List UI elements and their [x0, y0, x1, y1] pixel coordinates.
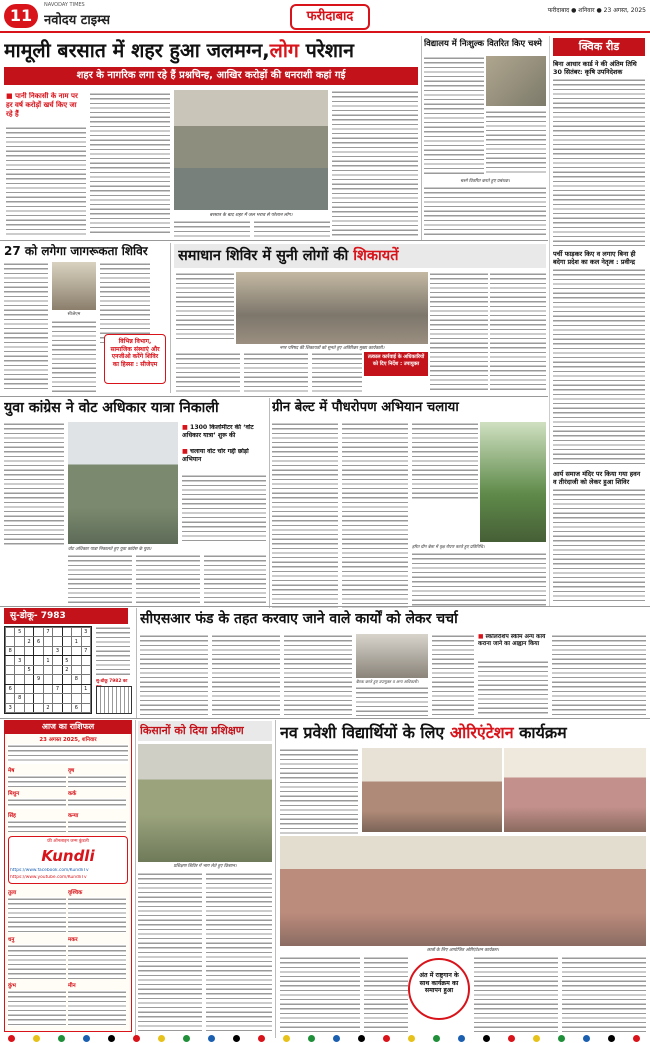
registration-dot	[283, 1035, 290, 1042]
rashifal-signs-bottom	[8, 888, 128, 1028]
rashi-8	[8, 935, 66, 980]
registration-dot	[533, 1035, 540, 1042]
csr-body-col1	[140, 634, 208, 716]
date-line: फरीदाबाद ● शनिवार ● 23 अगस्त, 2025	[547, 7, 646, 14]
sudoku-answer-label: सु-डोकू 7982 का	[96, 679, 128, 684]
camp-photo-caption: सीजेएम	[67, 312, 81, 317]
sudoku-cell: 3	[6, 703, 15, 713]
sudoku-cell	[72, 656, 81, 665]
congress-headline: युवा कांग्रेस ने वोट अधिकार यात्रा निकाली	[4, 400, 219, 416]
rashi-6	[8, 888, 66, 933]
sudoku-cell	[24, 703, 33, 713]
rashi-name: कर्क	[68, 790, 77, 797]
sudoku-cell	[72, 665, 81, 674]
sudoku-cell: 8	[15, 694, 24, 703]
sudoku-cell	[81, 665, 91, 674]
sudoku-cell	[24, 675, 33, 684]
farmers-headline: किसानों को दिया प्रशिक्षण	[140, 724, 244, 737]
orientation-body-col4	[474, 956, 558, 1032]
csr-body-col3	[284, 634, 352, 716]
registration-dot	[258, 1035, 265, 1042]
sudoku-cell	[34, 656, 43, 665]
orientation-body-col3	[364, 956, 408, 1032]
sudoku-cell	[34, 703, 43, 713]
rashifal-signs-top	[8, 766, 128, 834]
sudoku-cell: 8	[6, 646, 15, 655]
sudoku-cell	[53, 703, 62, 713]
samadhan-headline: समाधान शिविर में सुनी लोगों की शिकायतें	[178, 248, 399, 264]
sudoku-cell: 8	[72, 675, 81, 684]
sudoku-cell	[62, 694, 71, 703]
rashi-text	[8, 897, 66, 933]
sudoku-cell: 9	[34, 675, 43, 684]
registration-dot	[383, 1035, 390, 1042]
rashi-text	[8, 798, 66, 810]
farmers-photo	[138, 744, 272, 862]
green-headline: ग्रीन बेल्ट में पौधरोपण अभियान चलाया	[272, 400, 459, 415]
lead-body-col3	[174, 220, 250, 238]
csr-extra-body	[552, 634, 646, 716]
rashifal-date: 23 अगस्त 2025, शनिवार	[39, 737, 97, 743]
sudoku-cell	[72, 694, 81, 703]
registration-dot	[558, 1035, 565, 1042]
csr-body-col2	[212, 634, 280, 716]
registration-dot	[608, 1035, 615, 1042]
rashi-name: मीन	[68, 983, 76, 990]
kundli-brand: Kundli	[41, 847, 95, 865]
brand-name: नवोदय टाइम्स	[44, 13, 111, 28]
rashifal-title: आज का राशिफल	[4, 720, 132, 734]
samadhan-body-col4	[176, 352, 240, 392]
sudoku-cell: 1	[81, 684, 91, 693]
orientation-photo-3	[280, 836, 646, 946]
rashi-text	[68, 798, 126, 810]
header-rule	[0, 31, 650, 33]
csr-body-col5	[432, 634, 474, 716]
rashi-9	[68, 935, 126, 980]
sudoku-cell	[24, 684, 33, 693]
sudoku-cell: 6	[6, 684, 15, 693]
sudoku-cell	[6, 675, 15, 684]
registration-dot	[483, 1035, 490, 1042]
registration-dot	[408, 1035, 415, 1042]
sudoku-answer-grid	[96, 686, 132, 714]
congress-body-col4	[136, 554, 200, 604]
csr-photo-caption: बैठक करते हुए उपायुक्त व अन्य अधिकारी।	[356, 679, 419, 684]
rashi-text	[68, 944, 126, 980]
rashi-1	[68, 766, 126, 787]
sudoku-cell	[62, 646, 71, 655]
lead-body-col2	[90, 92, 170, 236]
sudoku-cell	[43, 694, 52, 703]
sudoku-cell	[24, 656, 33, 665]
sudoku-cell	[81, 656, 91, 665]
lead-kicker: शहर के नागरिक लगा रहे हैं प्रश्नचिन्ह, आखिर करोड़ों की धनराशी कहां गई	[4, 67, 418, 85]
sudoku-grid	[4, 626, 92, 714]
sudoku-cell	[81, 703, 91, 713]
orientation-headline: नव प्रवेशी विद्यार्थियों के लिए ओरिएंटेशन कार्यक्रम	[280, 723, 567, 742]
sudoku-cell	[34, 694, 43, 703]
page-number-badge: 11	[4, 4, 38, 28]
sudoku-cell	[15, 684, 24, 693]
congress-photo-caption: वोट अधिकार यात्रा निकालते हुए युवा कांग्रेस के युवा।	[68, 547, 152, 552]
csr-photo	[356, 634, 428, 678]
lead-body-col1	[6, 126, 86, 236]
quick-item2-headline: पर्ची फाड़कर किए व लगाए बिना ही बदेगा प्रदेश का कल नेतृत्व : प्रवीन्द्र	[553, 250, 636, 266]
kundli-sub: फ्री ऑनलाइन जन्म कुंडली	[47, 839, 89, 844]
sudoku-cell	[62, 684, 71, 693]
rashi-11	[68, 981, 126, 1026]
camp-body-col2	[52, 320, 96, 392]
sudoku-cell: 1	[43, 656, 52, 665]
rashi-text	[8, 820, 66, 832]
quick-item2-body	[553, 268, 645, 466]
congress-body-col5	[204, 554, 266, 604]
rashi-text	[68, 820, 126, 832]
sudoku-cell	[72, 684, 81, 693]
rashi-name: वृष	[68, 768, 75, 774]
quick-item3-headline: आर्य समाज मंदिर पर किया गया हवन व तीरंदाजी को लेकर हुआ शिविर	[553, 470, 641, 486]
registration-dot	[308, 1035, 315, 1042]
sudoku-cell	[53, 628, 62, 637]
sudoku-cell	[24, 646, 33, 655]
registration-dot	[83, 1035, 90, 1042]
orientation-body-col5	[562, 956, 646, 1032]
rashi-name: मकर	[68, 936, 78, 943]
sudoku-cell	[6, 628, 15, 637]
samadhan-body-col3	[490, 272, 546, 392]
orientation-body-col1	[280, 748, 358, 834]
sudoku-cell	[62, 637, 71, 646]
samadhan-body-col6	[312, 352, 362, 392]
csr-body-col4	[356, 686, 428, 716]
sudoku-cell: 2	[24, 637, 33, 646]
farmers-photo-caption: प्रशिक्षण शिविर में भाग लेते हुए किसान।	[173, 864, 237, 869]
kundli-yt-link[interactable]: https://www.youtube.com/KundliTv	[10, 875, 87, 880]
orientation-quote: अंत में राष्ट्रगान के साथ कार्यक्रम का समापन हुआ	[408, 958, 470, 1020]
sudoku-cell	[6, 694, 15, 703]
registration-dot	[333, 1035, 340, 1042]
lead-photo	[174, 90, 328, 210]
sudoku-cell: 7	[81, 646, 91, 655]
fee-body-col1	[424, 56, 484, 176]
sudoku-cell	[62, 703, 71, 713]
sudoku-cell: 6	[72, 703, 81, 713]
green-body-col2	[342, 422, 408, 608]
green-body-col4	[412, 552, 546, 608]
rashi-name: धनु	[8, 936, 15, 943]
brand-small: NAVODAY TIMES	[44, 2, 85, 8]
orientation-photo-2	[504, 748, 646, 832]
sudoku-cell	[72, 646, 81, 655]
camp-headline: 27 को लगेगा जागरूकता शिविर	[4, 244, 148, 258]
registration-dot	[208, 1035, 215, 1042]
rashi-name: कन्या	[68, 813, 79, 820]
quick-read-title: क्विक रीड	[553, 38, 645, 56]
congress-sub1: ■ 1300 किलोमीटर की ‘वोट अधिकार यात्रा’ शुरू की	[182, 424, 254, 439]
sudoku-cell	[34, 628, 43, 637]
sudoku-cell	[53, 665, 62, 674]
sudoku-cell: 7	[53, 684, 62, 693]
rashi-text	[68, 990, 126, 1026]
lead-body-col5	[332, 90, 418, 238]
sudoku-cell	[34, 646, 43, 655]
samadhan-body-col1	[176, 272, 234, 342]
orientation-photo-caption: छात्रों के लिए आयोजित ओरिएंटेशन कार्यक्रम।	[427, 948, 499, 953]
sudoku-cell	[24, 694, 33, 703]
camp-body-col1	[4, 262, 48, 392]
sudoku-cell	[43, 665, 52, 674]
sudoku-cell	[6, 665, 15, 674]
lead-side-bullet: ■ पानी निकासी के नाम पर हर वर्ष करोड़ों खर्च किए जा रहे हैं	[6, 92, 78, 118]
sudoku-cell	[15, 703, 24, 713]
orientation-photo-1	[362, 748, 502, 832]
farmers-body-col2	[206, 872, 272, 1032]
congress-body-col1	[4, 422, 64, 546]
fee-body-col2	[486, 110, 546, 176]
footer-registration-marks	[0, 1034, 650, 1043]
sudoku-cell	[81, 675, 91, 684]
sudoku-cell: 3	[81, 628, 91, 637]
quick-item1-body	[553, 78, 645, 246]
fee-photo	[486, 56, 546, 106]
rashi-name: तुला	[8, 890, 17, 896]
sudoku-cell	[34, 684, 43, 693]
rashi-7	[68, 888, 126, 933]
sudoku-cell: 5	[62, 656, 71, 665]
registration-dot	[183, 1035, 190, 1042]
sudoku-cell: 2	[43, 703, 52, 713]
rashi-0	[8, 766, 66, 787]
sudoku-rules	[96, 626, 130, 676]
sudoku-cell	[15, 675, 24, 684]
sudoku-cell	[53, 675, 62, 684]
camp-photo	[52, 262, 96, 310]
green-photo	[480, 422, 546, 542]
sudoku-cell: 3	[15, 656, 24, 665]
sudoku-cell	[15, 637, 24, 646]
sudoku-cell	[53, 637, 62, 646]
camp-body-col3	[100, 262, 150, 344]
congress-body-col3	[68, 554, 132, 604]
sudoku-cell	[43, 646, 52, 655]
rashi-text	[68, 775, 126, 787]
sudoku-cell: 6	[34, 637, 43, 646]
sudoku-cell	[62, 675, 71, 684]
congress-photo	[68, 422, 178, 544]
registration-dot	[58, 1035, 65, 1042]
green-body-col1	[272, 422, 338, 608]
green-photo-caption: हरित ग्रीन बेल्ट में वृक्ष रोपण करते हुए प्रतिनिधि।	[412, 544, 485, 549]
csr-headline: सीएसआर फंड के तहत करवाए जाने वाले कार्यों को लेकर चर्चा	[140, 611, 458, 627]
registration-dot	[233, 1035, 240, 1042]
rashifal-intro	[8, 744, 128, 764]
sudoku-cell	[53, 694, 62, 703]
kundli-fb-link[interactable]: https://www.facebook.com/KundliTv	[10, 868, 89, 873]
rashi-text	[8, 944, 66, 980]
lead-photo-caption: बरसात के बाद शहर में जल भराव से परेशान लोग।	[209, 213, 293, 218]
registration-dot	[458, 1035, 465, 1042]
sudoku-cell	[34, 665, 43, 674]
registration-dot	[158, 1035, 165, 1042]
sudoku-cell	[53, 656, 62, 665]
rashi-text	[68, 897, 126, 933]
camp-quote-box: विभिन्न विभाग, सामाजिक संस्थाएं और एनजीओ करेंगे शिविर का हिस्सा : सीजेएम	[104, 334, 166, 384]
csr-side: ■ स्कोलरशिप स्कीम अन्य कार्य कराना जाने का आह्वान किया	[478, 634, 546, 648]
sudoku-cell	[43, 684, 52, 693]
sudoku-cell	[72, 628, 81, 637]
rashi-text	[8, 775, 66, 787]
registration-dot	[508, 1035, 515, 1042]
quick-item3-body	[553, 488, 645, 604]
farmers-body-col1	[138, 872, 202, 1032]
masthead	[0, 0, 650, 34]
rashi-2	[8, 789, 66, 810]
congress-sub2: ■ चलाया वोट चोर गद्दी छोड़ो अभियान	[182, 448, 249, 463]
rashi-name: मेष	[8, 768, 15, 774]
rashi-5	[68, 811, 126, 832]
samadhan-box: तत्काल कार्रवाई के अधिकारियों को दिए निर्देश : उपायुक्त	[364, 352, 428, 376]
sudoku-cell	[15, 665, 24, 674]
sudoku-cell	[62, 628, 71, 637]
samadhan-photo-caption: नगर परिषद की शिकायतों को सुनते हुए अतिरिक्त मुख्य कार्यकारी।	[279, 346, 385, 351]
sudoku-cell: 1	[72, 637, 81, 646]
csr-side-body	[478, 660, 548, 716]
samadhan-photo	[236, 272, 428, 344]
fee-headline: विद्यालय में निःशुल्क वितरित किए चश्मे	[424, 38, 542, 48]
green-body-col3	[412, 422, 478, 502]
sudoku-cell: 2	[62, 665, 71, 674]
sudoku-cell: 5	[15, 628, 24, 637]
sudoku-cell: 5	[24, 665, 33, 674]
samadhan-body-col5	[244, 352, 308, 392]
sudoku-cell	[81, 637, 91, 646]
registration-dot	[583, 1035, 590, 1042]
congress-body-col2	[182, 474, 266, 544]
rashi-name: सिंह	[8, 813, 16, 820]
samadhan-body-col2	[430, 272, 488, 392]
sudoku-cell: 7	[43, 628, 52, 637]
registration-dot	[133, 1035, 140, 1042]
sudoku-cell	[43, 675, 52, 684]
sudoku-cell	[6, 656, 15, 665]
fee-body-col3	[424, 186, 546, 238]
registration-dot	[8, 1035, 15, 1042]
rashi-4	[8, 811, 66, 832]
sudoku-cell	[24, 628, 33, 637]
registration-dot	[358, 1035, 365, 1042]
orientation-body-col2	[280, 956, 360, 1032]
sudoku-cell	[15, 646, 24, 655]
registration-dot	[633, 1035, 640, 1042]
sudoku-cell	[81, 694, 91, 703]
section-tab[interactable]: फरीदाबाद	[290, 4, 370, 30]
registration-dot	[433, 1035, 440, 1042]
rashi-10	[8, 981, 66, 1026]
rashi-name: वृश्चिक	[68, 890, 83, 896]
rashi-3	[68, 789, 126, 810]
sudoku-cell	[43, 637, 52, 646]
lead-headline: मामूली बरसात में शहर हुआ जलमग्न,लोग परेशान	[4, 39, 354, 62]
lead-body-col4	[254, 220, 330, 238]
quick-item1-headline: बिना आधार कार्ड ने की अंतिम तिथि 30 सितंबर: कृषि उपनिदेशक	[553, 60, 637, 76]
fee-caption: चश्मे वितरित करते हुए प्रबंधक।	[460, 179, 510, 184]
sudoku-label: सु-डोकू- 7983	[4, 608, 128, 624]
registration-dot	[108, 1035, 115, 1042]
sudoku-cell: 3	[53, 646, 62, 655]
rashi-name: कुंभ	[8, 983, 16, 990]
rashi-name: मिथुन	[8, 790, 20, 797]
sudoku-cell	[6, 637, 15, 646]
rashi-text	[8, 990, 66, 1026]
registration-dot	[33, 1035, 40, 1042]
